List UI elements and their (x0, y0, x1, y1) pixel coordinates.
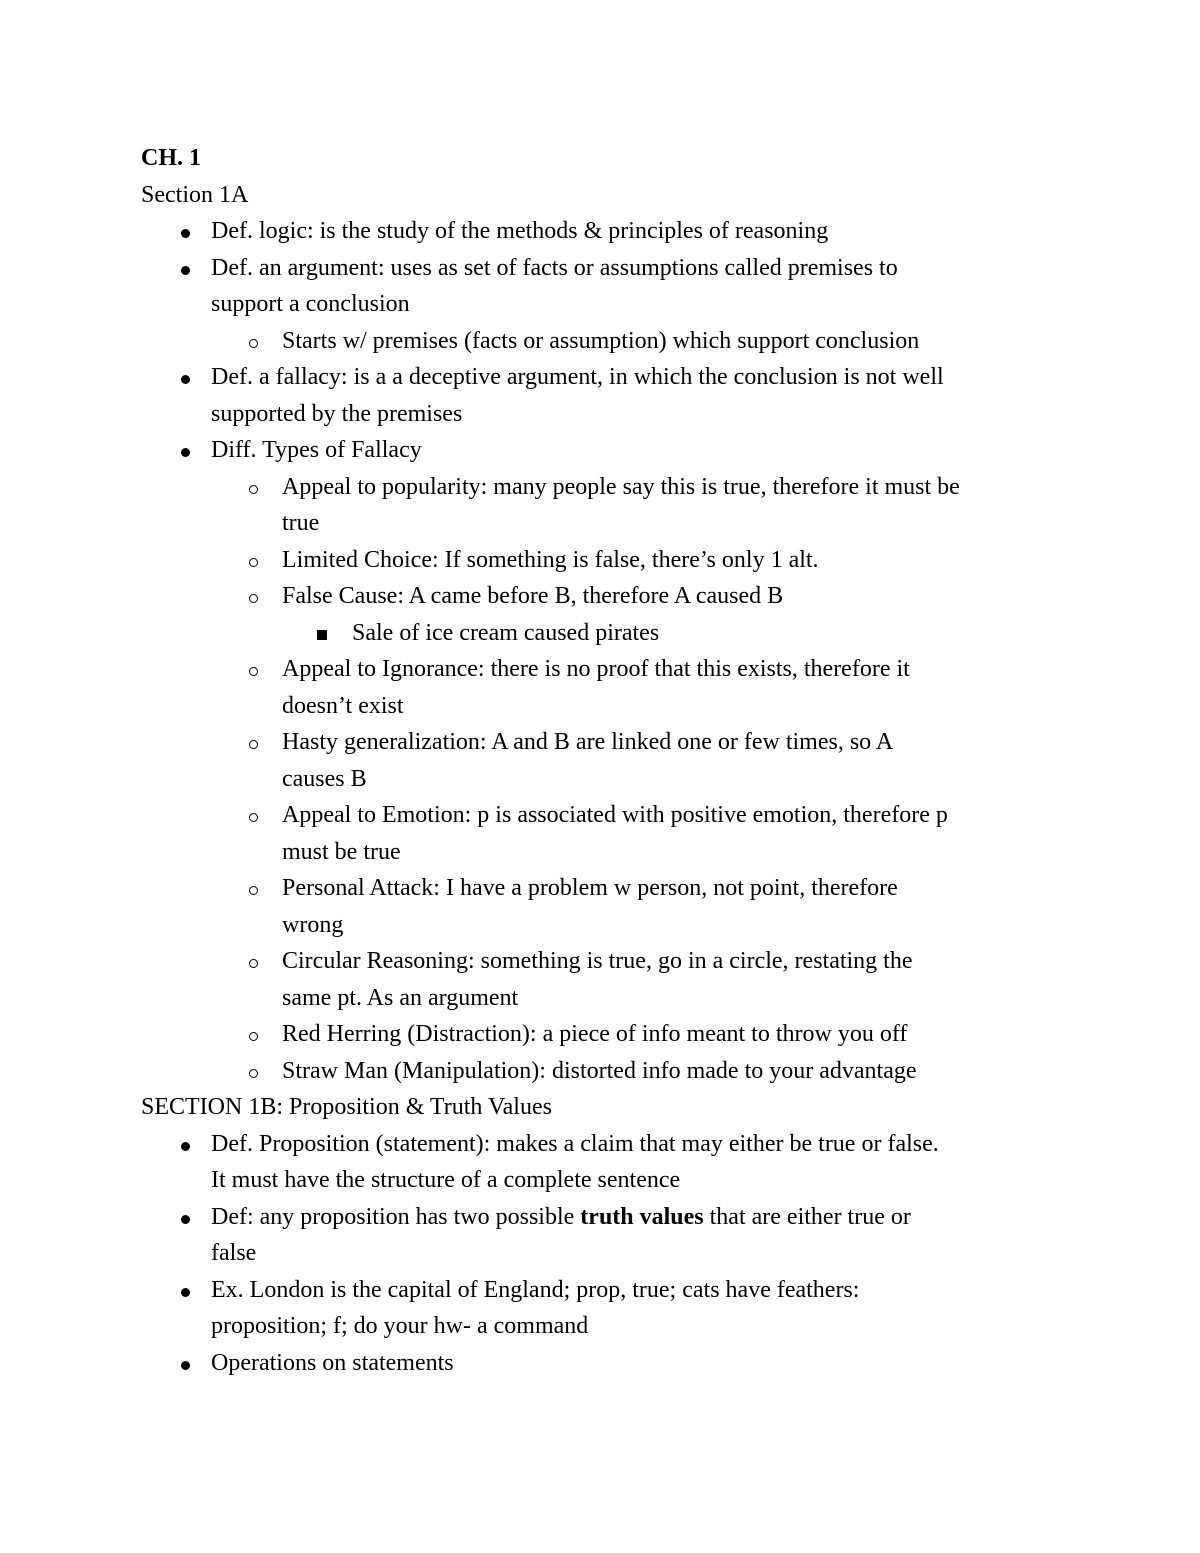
sub-sub-bullet-text: Sale of ice cream caused pirates (352, 619, 660, 646)
bullet-circle-icon (249, 578, 258, 615)
bullet-dot-icon (181, 1272, 190, 1309)
bullet-def-fallacy (141, 359, 1071, 432)
bullet-circle-icon (249, 797, 258, 834)
bullet-dot-icon (181, 250, 190, 287)
sub-bullet-text: Straw Man (Manipulation): distorted info made to your advantage (282, 1057, 917, 1084)
bullet-dot-icon (181, 213, 190, 250)
bullet-text: Def. logic: is the study of the methods & principles of reasoning (211, 218, 829, 244)
bullet-text-continued: proposition; f; do your hw- a command (211, 1313, 589, 1339)
bullet-text: Diff. Types of Fallacy (211, 437, 422, 463)
chapter-title: CH. 1 (141, 145, 201, 171)
sub-bullet-text-continued: true (282, 510, 320, 536)
sub-bullet-text: False Cause: A came before B, therefore A caused B (282, 583, 784, 609)
sub-bullet-text-continued: must be true (282, 838, 401, 865)
bullet-dot-icon (181, 432, 190, 469)
bullet-dot-icon (181, 359, 190, 396)
bullet-text: Ex. London is the capital of England; prop, true; cats have feathers: (211, 1276, 860, 1303)
bullet-text-continued: It must have the structure of a complete sentence (211, 1167, 681, 1193)
sub-bullet-hasty-generalization (141, 724, 1071, 797)
bullet-square-icon (317, 615, 327, 652)
sub-bullet-circular-reasoning (141, 943, 1071, 1016)
bullet-def-truth-values (141, 1199, 1071, 1272)
sub-bullet-limited-choice (141, 542, 1071, 579)
bullet-circle-icon (249, 943, 258, 980)
text-before-bold: Def: any proposition has two possible (211, 1203, 581, 1230)
bullet-def-proposition (141, 1126, 1071, 1199)
sub-sub-bullet-ice-cream (141, 615, 1071, 652)
sub-bullet-text: Starts w/ premises (facts or assumption) which support conclusion (282, 327, 920, 354)
bullet-circle-icon (249, 724, 258, 761)
sub-bullet-personal-attack (141, 870, 1071, 943)
sub-bullet-text: Personal Attack: I have a problem w person, not point, therefore (282, 875, 898, 901)
bullet-text-continued: false (211, 1240, 257, 1266)
bullet-text: Def. an argument: uses as set of facts or assumptions called premises to (211, 254, 898, 281)
sub-bullet-text: Circular Reasoning: something is true, go in a circle, restating the (282, 948, 913, 974)
bullet-text: Operations on statements (211, 1349, 454, 1376)
bullet-dot-icon (181, 1126, 190, 1163)
bullet-operations-on-statements (141, 1345, 1071, 1382)
sub-bullet-red-herring (141, 1016, 1071, 1053)
bullet-text: Def. Proposition (statement): makes a claim that may either be true or false. (211, 1130, 939, 1157)
sub-bullet-text-continued: doesn’t exist (282, 692, 404, 719)
bullet-types-of-fallacy (141, 432, 1071, 469)
sub-bullet-text: Appeal to Ignorance: there is no proof that this exists, therefore it (282, 656, 910, 682)
document-page (141, 140, 1071, 1381)
sub-bullet-text: Appeal to Emotion: p is associated with positive emotion, therefore p (282, 802, 948, 828)
bullet-def-logic (141, 213, 1071, 250)
section-1b-heading: SECTION 1B: Proposition & Truth Values (141, 1094, 552, 1120)
bullet-dot-icon (181, 1345, 190, 1382)
sub-bullet-false-cause (141, 578, 1071, 615)
bullet-dot-icon (181, 1199, 190, 1236)
sub-bullet-text: Red Herring (Distraction): a piece of info meant to throw you off (282, 1021, 908, 1047)
bullet-circle-icon (249, 870, 258, 907)
sub-bullet-text: Appeal to popularity: many people say this is true, therefore it must be (282, 473, 960, 500)
sub-bullet-text: Hasty generalization: A and B are linked one or few times, so A (282, 729, 894, 755)
bullet-circle-icon (249, 323, 258, 360)
sub-bullet-text-continued: causes B (282, 765, 367, 792)
bullet-example-london (141, 1272, 1071, 1345)
bullet-circle-icon (249, 1016, 258, 1053)
truth-values-bold: truth values (580, 1203, 704, 1230)
sub-bullet-text: Limited Choice: If something is false, there’s only 1 alt. (282, 546, 819, 573)
sub-bullet-appeal-to-popularity (141, 469, 1071, 542)
bullet-circle-icon (249, 651, 258, 688)
sub-bullet-appeal-to-ignorance (141, 651, 1071, 724)
sub-bullet-straw-man (141, 1053, 1071, 1090)
sub-bullet-text-continued: wrong (282, 911, 344, 938)
bullet-circle-icon (249, 469, 258, 506)
sub-bullet-text-continued: same pt. As an argument (282, 984, 519, 1011)
bullet-text: Def. a fallacy: is a a deceptive argument, in which the conclusion is not well (211, 364, 944, 390)
bullet-text-continued: support a conclusion (211, 291, 410, 317)
sub-bullet-starts-with-premises (141, 323, 1071, 360)
bullet-circle-icon (249, 1053, 258, 1090)
text-after-bold: that are either true or (703, 1203, 911, 1230)
bullet-circle-icon (249, 542, 258, 579)
bullet-def-argument (141, 250, 1071, 323)
bullet-text (211, 1199, 1071, 1236)
section-1a-heading: Section 1A (141, 181, 249, 208)
sub-bullet-appeal-to-emotion (141, 797, 1071, 870)
bullet-text-continued: supported by the premises (211, 400, 463, 427)
